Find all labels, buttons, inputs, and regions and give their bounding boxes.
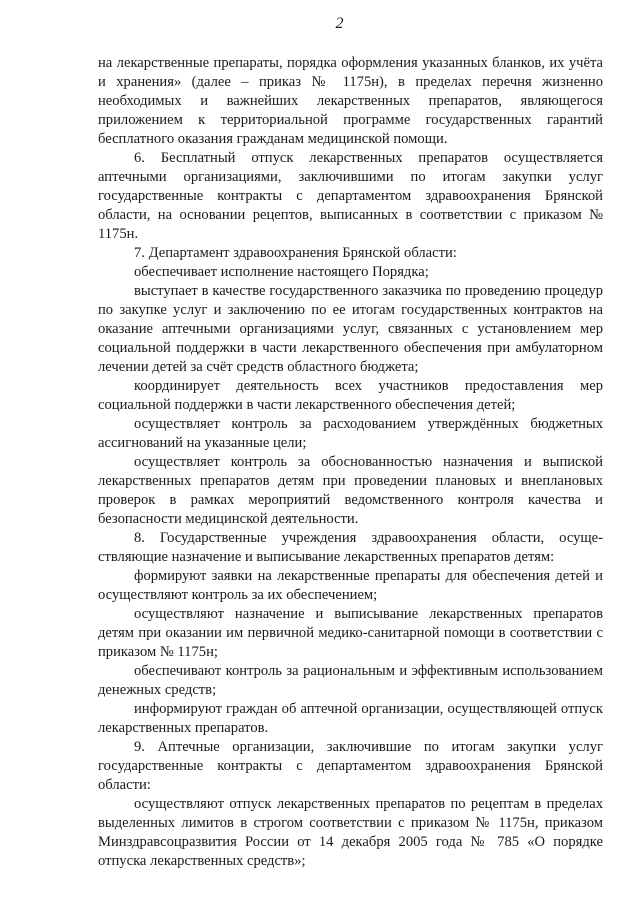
paragraph-duty: осуществляет контроль за обоснованностью назначения и выпиской лекарственных препаратов детям при проведении плановых и внеплановых проверок в рамках мероприятий ведомственного контроля качества и безопасности медицинской деятельности. [98,454,603,527]
paragraph-duty: осуществляют отпуск лекарственных препаратов по рецептам в пределах выделенных лимитов в строгом соответствии с приказом № 1175н, приказом Минздравсоцразвития России от 14 декабря 2005 года № 785 «О порядке отпуска лекарственных средств»; [98,796,603,869]
paragraph-duty: выступает в качестве государственного заказчика по проведению процедур по закупке услуг и заключению по ее итогам государственных контрактов на оказание аптечными организациями услуг, связанных с установлением мер социальной поддержки в части лекарственного обеспечения при амбулаторном лечении детей за счёт средств областного бюджета; [98,283,603,375]
paragraph-duty: информируют граждан об аптечной организации, осуществляющей отпуск лекарственных препаратов. [98,701,603,736]
paragraph-item-6: 6. Бесплатный отпуск лекарственных препаратов осуществляется аптечными организациями, заключившими по итогам закупки услуг государственные контракты с департаментом здравоохранения Брянской области, на основании рецептов, выписанных в соответствии с приказом № 1175н. [98,150,603,242]
paragraph-duty: обеспечивают контроль за рациональным и эффективным использованием денежных средств; [98,663,603,698]
document-page [98,10,603,871]
paragraph-continuation: на лекарственные препараты, порядка оформления указанных бланков, их учёта и хранения» (далее – приказ № 1175н), в пределах перечня жизненно необходимых и важнейших лекарственных препаратов, являющегося приложением к территориальной программе государственных гарантий бесплатного оказания гражданам медицинской помощи. [98,55,603,147]
paragraph-duty: обеспечивает исполнение настоящего Порядка; [134,264,429,280]
paragraph-duty: осуществляет контроль за расходованием утверждённых бюджетных ассигнований на указанные цели; [98,416,603,451]
paragraph-duty: формируют заявки на лекарственные препараты для обеспечения детей и осуществляют контроль за их обеспечением; [98,568,603,603]
paragraph-item-8: 8. Государственные учреждения здравоохранения области, осуществляющие назначение и выписывание лекарственных препаратов детям: [98,530,603,565]
paragraph-item-9: 9. Аптечные организации, заключившие по итогам закупки услуг государственные контракты с департаментом здравоохранения Брянской области: [98,739,603,793]
paragraph-duty: осуществляют назначение и выписывание лекарственных препаратов детям при оказании им первичной медико-санитарной помощи в соответствии с приказом № 1175н; [98,606,603,660]
paragraph-duty: координирует деятельность всех участников предоставления мер социальной поддержки в части лекарственного обеспечения детей; [98,378,603,413]
document-body [98,54,603,871]
page-number: 2 [335,15,344,32]
paragraph-item-7: 7. Департамент здравоохранения Брянской области: [134,245,457,261]
